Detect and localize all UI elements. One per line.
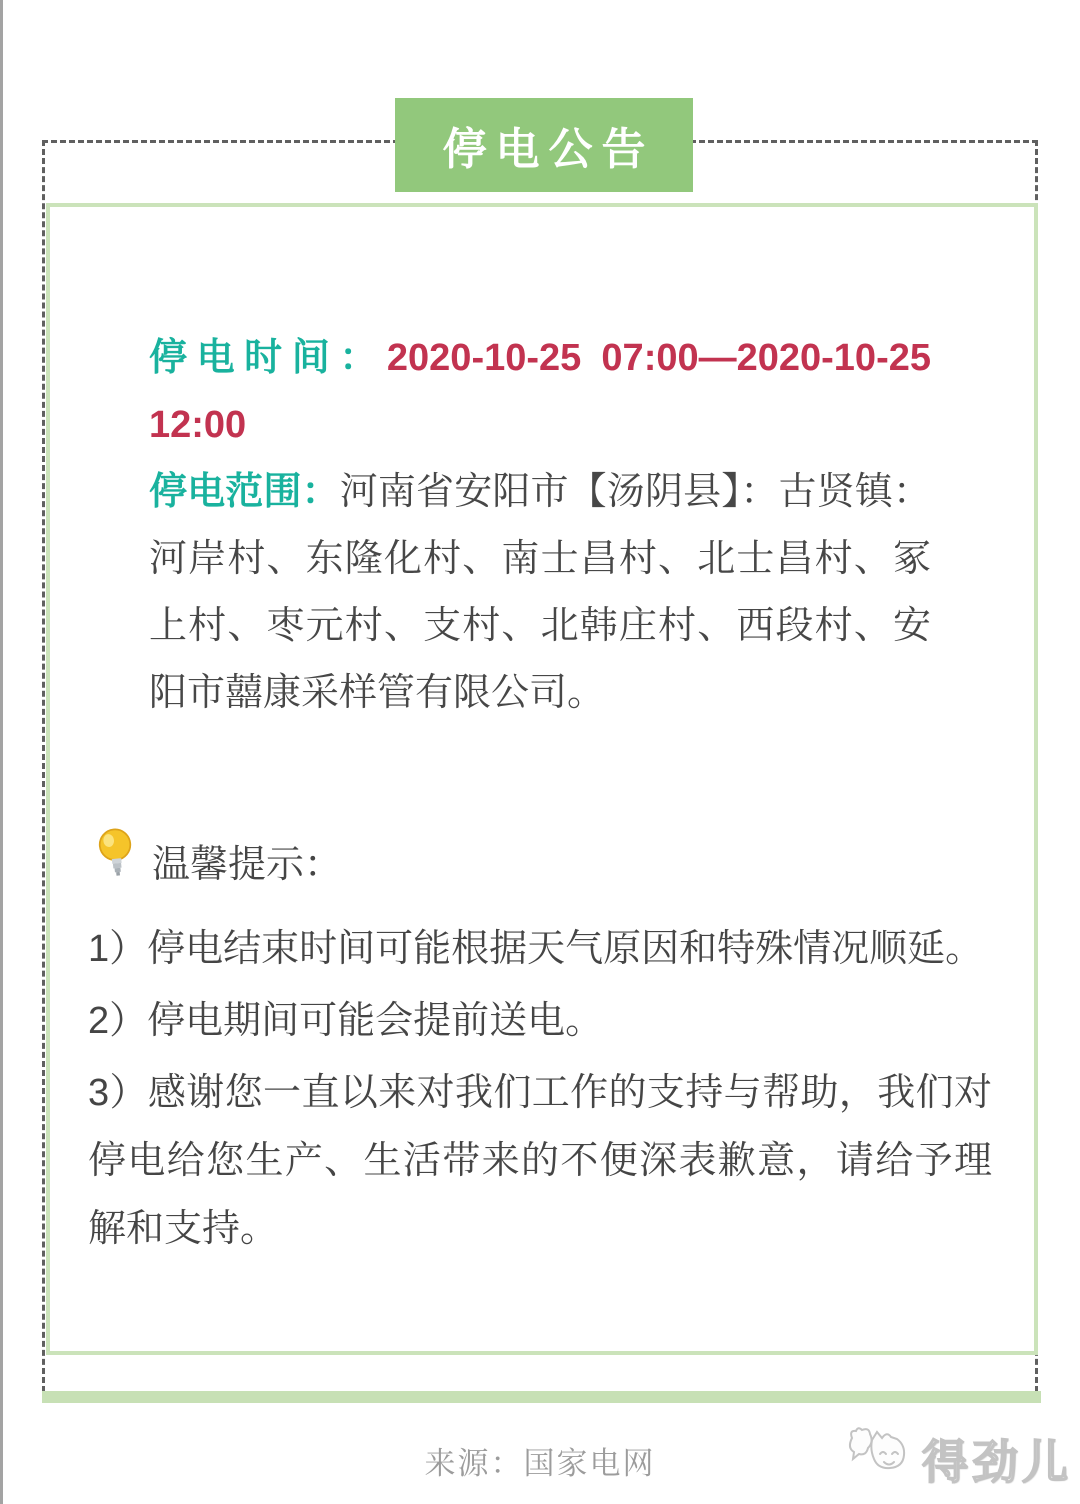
publisher-watermark bbox=[838, 1424, 1072, 1493]
notice-content-box bbox=[46, 203, 1038, 1355]
page-left-edge-divider bbox=[0, 0, 3, 1504]
notice-title-badge bbox=[395, 98, 693, 192]
source-credit: 来源：国家电网 bbox=[424, 1446, 656, 1481]
watermark-text: 得劲儿 bbox=[922, 1435, 1072, 1488]
outage-scope-label: 停电范围： bbox=[149, 471, 340, 513]
outage-schedule bbox=[149, 325, 931, 727]
lightbulb-icon bbox=[96, 827, 136, 903]
bottom-green-band bbox=[42, 1391, 1041, 1403]
tip-item-3: 3）感谢您一直以来对我们工作的支持与帮助，我们对停电给您生产、生活带来的不便深表歉意，请给予理解和支持。 bbox=[88, 1072, 992, 1250]
outage-time-value: 2020-10-25 07:00—2020-10-25 12:00 bbox=[149, 337, 931, 446]
notice-title: 停电公告 bbox=[442, 125, 655, 174]
cat-mascot-icon bbox=[838, 1424, 916, 1493]
outage-scope-value: 河南省安阳市【汤阴县】：古贤镇：河岸村、东隆化村、南士昌村、北士昌村、冢上村、枣元村、支村、北韩庄村、西段村、安阳市囍康采样管有限公司。 bbox=[149, 471, 931, 714]
tip-item-2: 2）停电期间可能会提前送电。 bbox=[88, 1000, 604, 1042]
tips-heading-text: 温馨提示： bbox=[152, 844, 343, 886]
tips-heading-row bbox=[96, 827, 992, 903]
outage-time-label: 停电时间： bbox=[149, 337, 387, 379]
tips-section bbox=[88, 827, 992, 1263]
tip-item-1: 1）停电结束时间可能根据天气原因和特殊情况顺延。 bbox=[88, 928, 984, 970]
